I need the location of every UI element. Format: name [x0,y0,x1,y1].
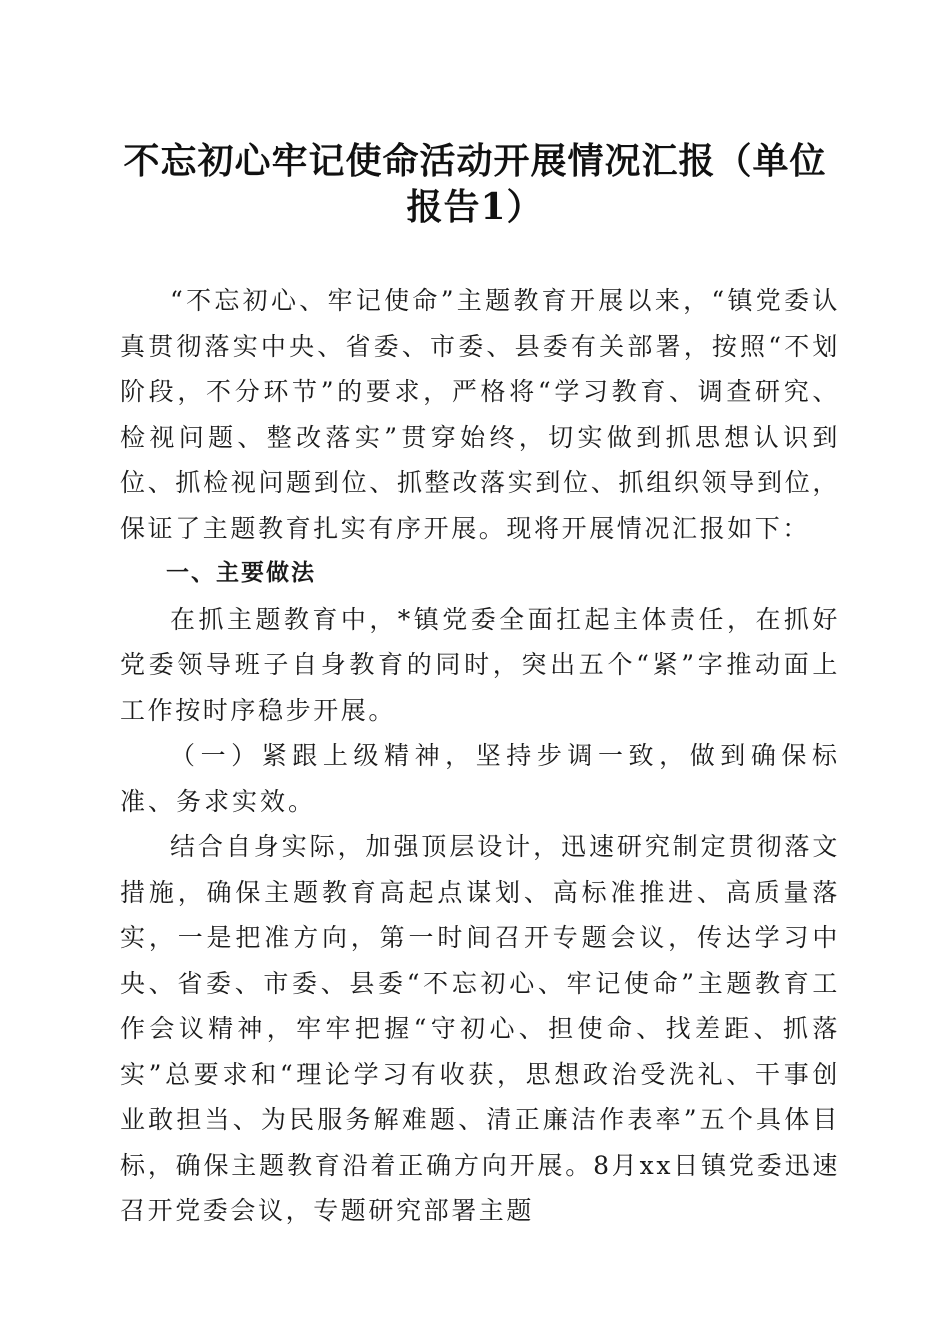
subsection-paragraph-1: 结合自身实际，加强顶层设计，迅速研究制定贯彻落文措施，确保主题教育高起点谋划、高标准推进、高质量落实，一是把准方向，第一时间召开专题会议，传达学习中央、省委、市委、县委“不忘初心、牢记使命”主题教育工作会议精神，牢牢把握“守初心、担使命、找差距、抓落实”总要求和“理论学习有收获，思想政治受洗礼、干事创业敢担当、为民服务解难题、清正廉洁作表率”五个具体目标，确保主题教育沿着正确方向开展。8月xx日镇党委迅速召开党委会议，专题研究部署主题 [120,832,840,1225]
document-title: 不忘初心牢记使命活动开展情况汇报（单位报告1） [123,140,827,228]
intro-paragraph: “不忘初心、牢记使命”主题教育开展以来，“镇党委认真贯彻落实中央、省委、市委、县委有关部署，按照“不划阶段，不分环节”的要求，严格将“学习教育、调查研究、检视问题、整改落实”贯穿始终，切实做到抓思想认识到位、抓检视问题到位、抓整改落实到位、抓组织领导到位，保证了主题教育扎实有序开展。现将开展情况汇报如下： [120,286,840,543]
document-body [120,278,840,1234]
section-heading-main-practices: 一、主要做法 [166,560,316,586]
section-intro-paragraph: 在抓主题教育中，*镇党委全面扛起主体责任，在抓好党委领导班子自身教育的同时，突出五个“紧”字推动面上工作按时序稳步开展。 [120,604,840,725]
subsection-heading-1: （一）紧跟上级精神，坚持步调一致，做到确保标准、务求实效。 [120,741,840,816]
